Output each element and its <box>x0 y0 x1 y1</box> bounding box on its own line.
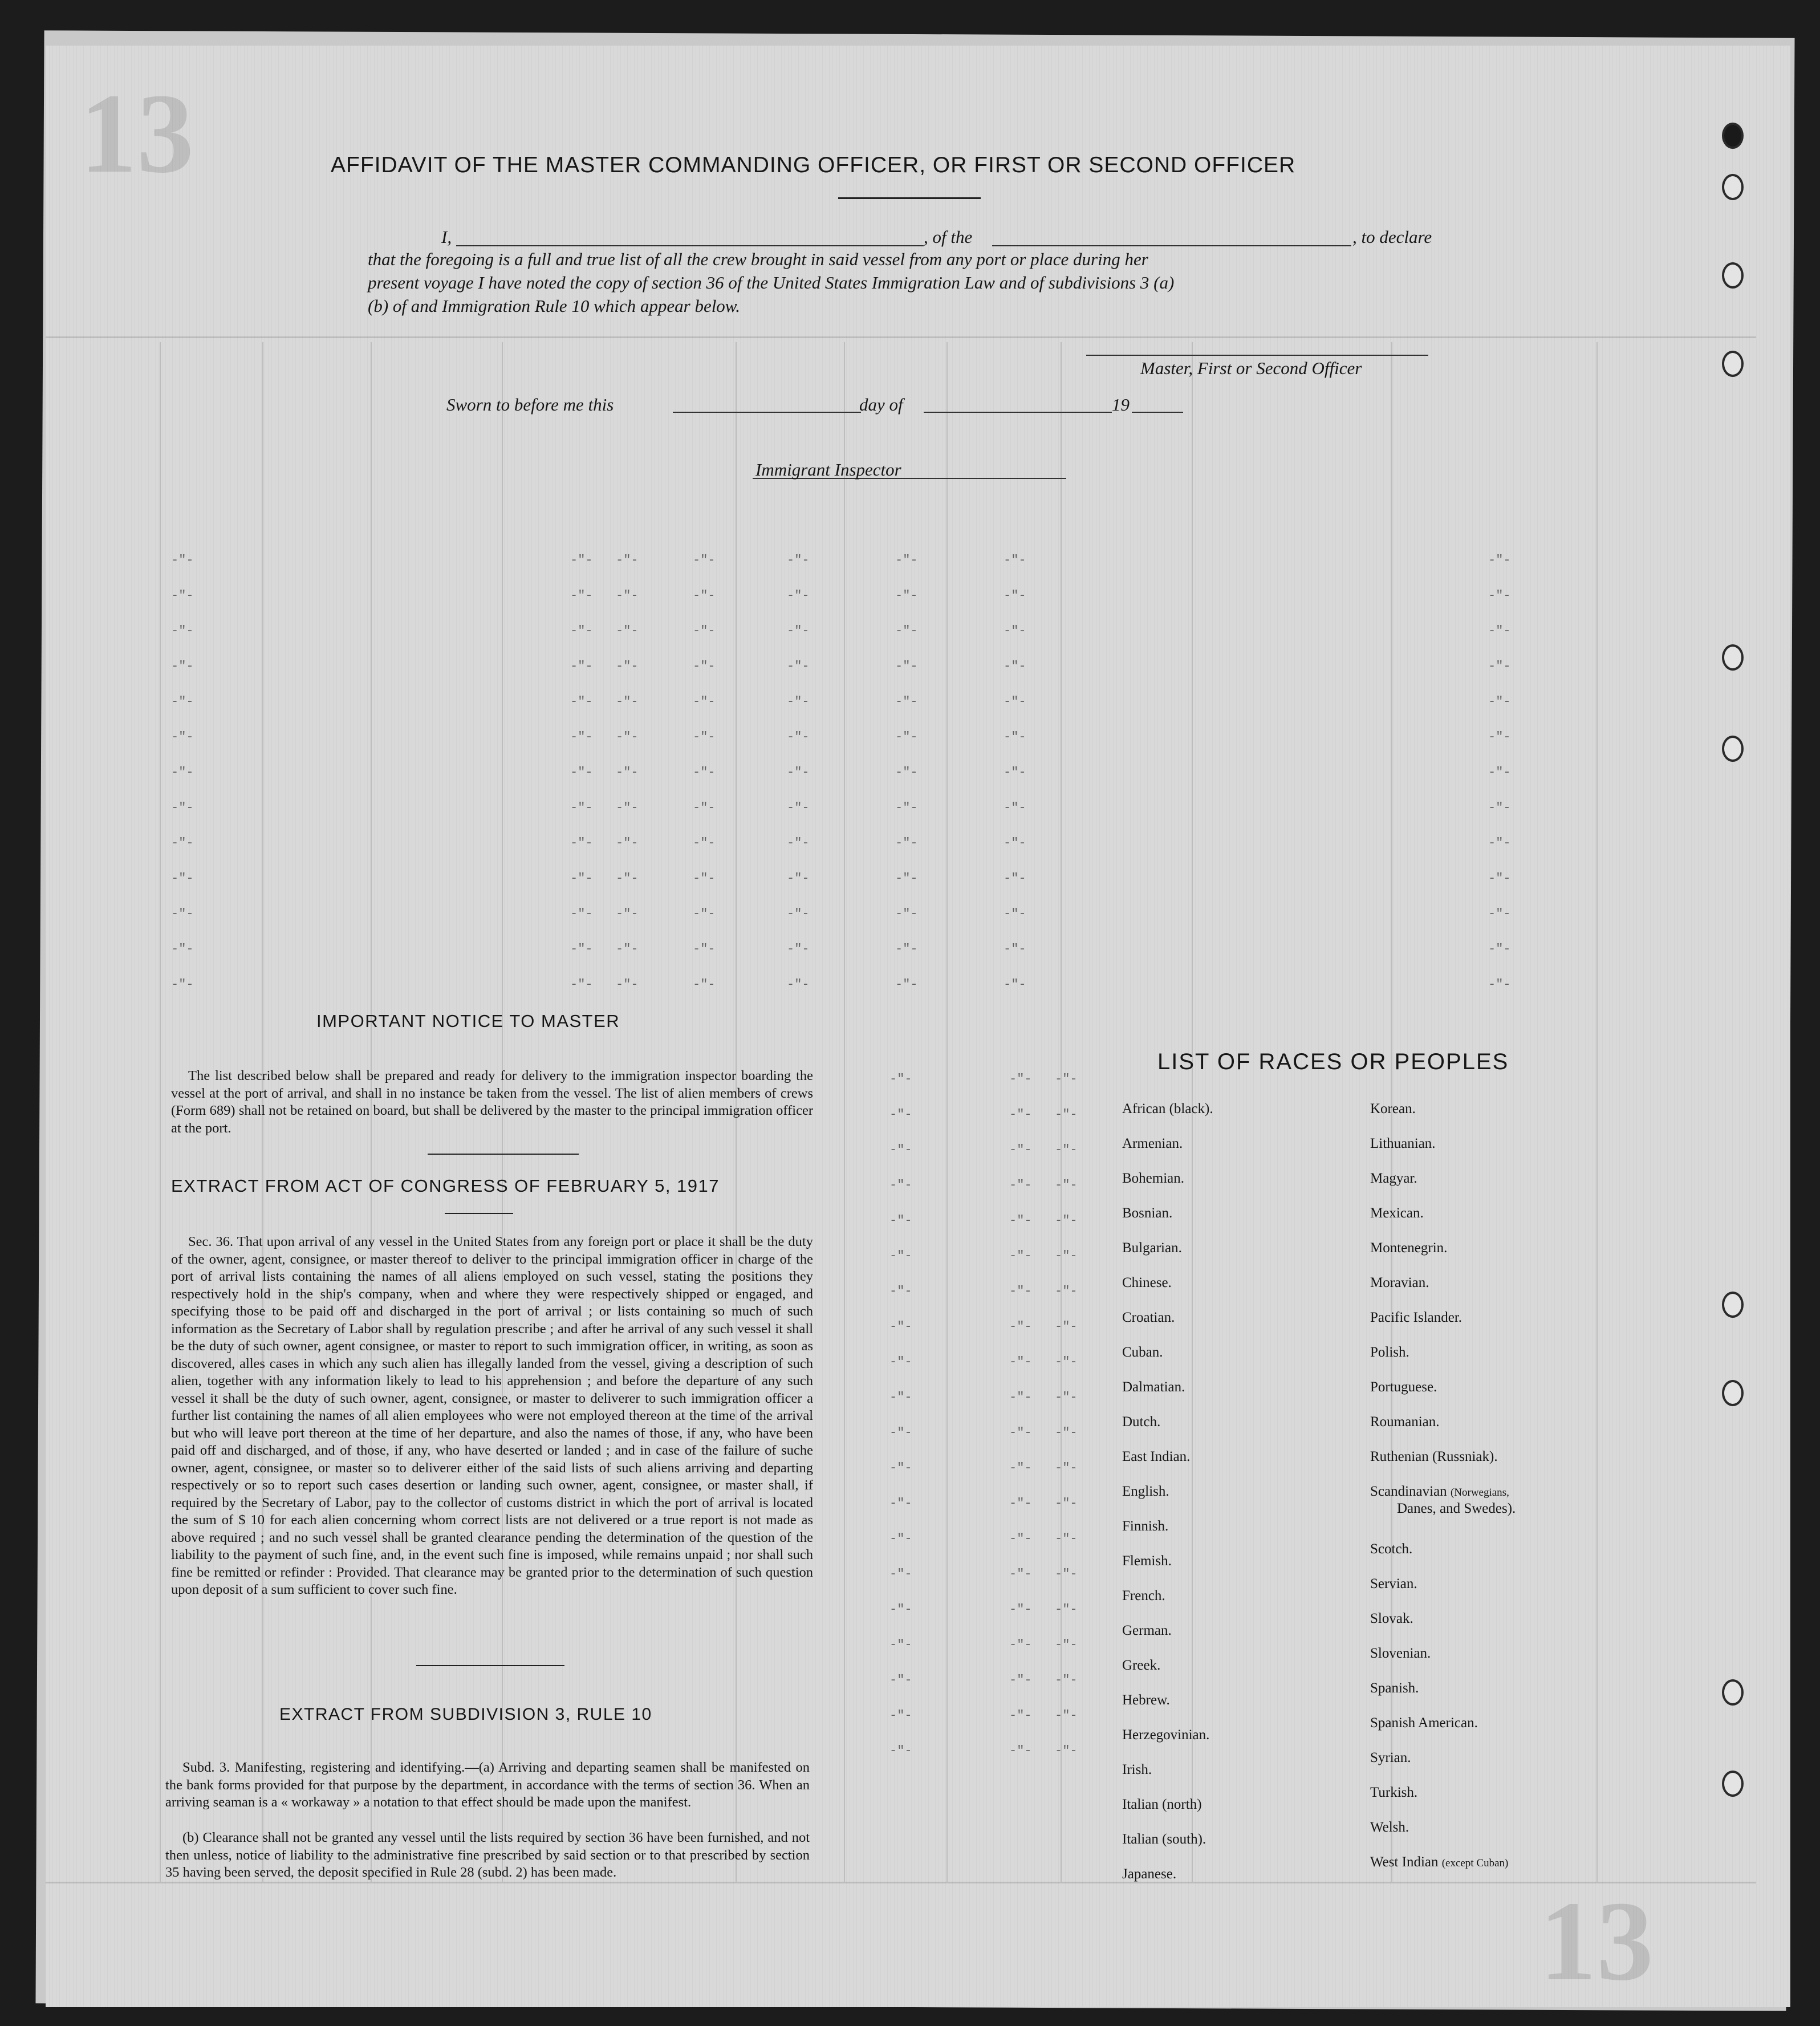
vessel-name-line[interactable] <box>992 245 1351 246</box>
ditto-mark: -"- <box>1055 1143 1078 1157</box>
punch-hole <box>1722 123 1744 149</box>
ditto-mark: -"- <box>889 1178 912 1192</box>
title-underline <box>838 197 981 199</box>
ditto-mark: -"- <box>570 977 593 992</box>
ditto-mark: -"- <box>616 730 639 744</box>
ditto-mark: -"- <box>787 907 810 921</box>
ditto-mark: -"- <box>1055 1390 1078 1404</box>
race-item: Japanese. <box>1122 1866 1177 1882</box>
ditto-mark: -"- <box>570 695 593 709</box>
race-item: Portuguese. <box>1370 1379 1437 1395</box>
ditto-mark: -"- <box>1004 836 1026 850</box>
ditto-mark: -"- <box>570 871 593 886</box>
ditto-mark: -"- <box>889 1107 912 1122</box>
ditto-mark: -"- <box>889 1602 912 1617</box>
ditto-mark: -"- <box>895 977 918 992</box>
ditto-mark: -"- <box>693 588 716 603</box>
ditto-mark: -"- <box>570 907 593 921</box>
ditto-mark: -"- <box>1009 1602 1032 1617</box>
ditto-mark: -"- <box>895 871 918 886</box>
race-item: English. <box>1122 1484 1169 1499</box>
punch-hole <box>1722 174 1744 200</box>
ditto-mark: -"- <box>1009 1426 1032 1440</box>
ditto-mark: -"- <box>1055 1072 1078 1086</box>
ditto-mark: -"- <box>1009 1178 1032 1192</box>
race-item: East Indian. <box>1122 1449 1191 1464</box>
ditto-mark: -"- <box>171 553 194 567</box>
ditto-mark: -"- <box>570 730 593 744</box>
ditto-mark: -"- <box>616 553 639 567</box>
ditto-mark: -"- <box>171 907 194 921</box>
ditto-mark: -"- <box>895 553 918 567</box>
ditto-mark: -"- <box>1055 1213 1078 1228</box>
ditto-mark: -"- <box>787 588 810 603</box>
race-item-west-indian <box>1370 1854 1508 1870</box>
ditto-mark: -"- <box>889 1072 912 1086</box>
ditto-mark: -"- <box>171 942 194 956</box>
ditto-mark: -"- <box>1004 553 1026 567</box>
ditto-mark: -"- <box>787 836 810 850</box>
ditto-mark: -"- <box>1488 588 1511 603</box>
ditto-mark: -"- <box>787 765 810 779</box>
race-item: Montenegrin. <box>1370 1240 1448 1256</box>
ditto-mark: -"- <box>171 659 194 673</box>
ghost-sheet-number: 13 <box>80 71 194 197</box>
ditto-mark: -"- <box>895 695 918 709</box>
ditto-mark: -"- <box>570 765 593 779</box>
ditto-mark: -"- <box>1055 1319 1078 1334</box>
ghost-table-rule <box>46 336 1756 338</box>
ditto-mark: -"- <box>787 659 810 673</box>
ditto-mark: -"- <box>889 1143 912 1157</box>
signature-line[interactable] <box>1086 355 1428 356</box>
ditto-mark: -"- <box>570 624 593 638</box>
race-item: Hebrew. <box>1122 1692 1170 1708</box>
punch-hole <box>1722 351 1744 377</box>
ditto-mark: -"- <box>1055 1602 1078 1617</box>
race-item: Armenian. <box>1122 1136 1183 1151</box>
race-item: African (black). <box>1122 1101 1213 1116</box>
ditto-mark: -"- <box>570 659 593 673</box>
ditto-mark: -"- <box>1055 1355 1078 1369</box>
affidavit-title: AFFIDAVIT OF THE MASTER COMMANDING OFFICER, OR FIRST OR SECOND OFFICER <box>331 153 1296 177</box>
race-item-note: (except Cuban) <box>1441 1857 1509 1869</box>
race-item: Dutch. <box>1122 1414 1161 1430</box>
act-heading: EXTRACT FROM ACT OF CONGRESS OF FEBRUARY 5, 1917 <box>171 1176 720 1196</box>
race-item: Croatian. <box>1122 1310 1175 1325</box>
ditto-mark: -"- <box>1004 942 1026 956</box>
ghost-column-rule <box>1596 342 1598 1882</box>
ditto-mark: -"- <box>1009 1567 1032 1581</box>
race-item-label: Scandinavian <box>1370 1484 1447 1499</box>
race-item-continuation: Danes, and Swedes). <box>1397 1501 1516 1516</box>
race-item: Finnish. <box>1122 1519 1169 1534</box>
ditto-mark: -"- <box>1055 1496 1078 1511</box>
ditto-mark: -"- <box>1055 1673 1078 1687</box>
ditto-mark: -"- <box>570 942 593 956</box>
ditto-mark: -"- <box>889 1249 912 1263</box>
ditto-mark: -"- <box>171 801 194 815</box>
ditto-mark: -"- <box>171 765 194 779</box>
ditto-mark: -"- <box>171 977 194 992</box>
ditto-mark: -"- <box>1009 1708 1032 1723</box>
ditto-mark: -"- <box>895 624 918 638</box>
sworn-year-line[interactable] <box>1132 412 1183 413</box>
ditto-mark: -"- <box>1004 871 1026 886</box>
ditto-mark: -"- <box>1004 624 1026 638</box>
ditto-mark: -"- <box>787 624 810 638</box>
ditto-mark: -"- <box>693 801 716 815</box>
ditto-mark: -"- <box>171 730 194 744</box>
ditto-mark: -"- <box>1488 695 1511 709</box>
ditto-mark: -"- <box>693 977 716 992</box>
notice-text: The list described below shall be prepared and ready for delivery to the immigration inspector boarding the vessel at the port of arrival, and shall in no instance be taken from the vessel. The list of alien members of crews (Form 689) shall not be retained on board, but shall be delivered by the master to the principal immigration officer at the port. <box>171 1068 813 1136</box>
ditto-mark: -"- <box>889 1567 912 1581</box>
notice-heading: IMPORTANT NOTICE TO MASTER <box>316 1011 620 1031</box>
affidavit-declare-label: , to declare <box>1352 227 1432 247</box>
race-item-scandinavian <box>1370 1484 1509 1500</box>
ditto-mark: -"- <box>1055 1532 1078 1546</box>
race-item-note: (Norwegians, <box>1450 1487 1509 1499</box>
ditto-mark: -"- <box>1055 1178 1078 1192</box>
ditto-mark: -"- <box>1055 1638 1078 1652</box>
race-item: Greek. <box>1122 1658 1161 1673</box>
race-item: Dalmatian. <box>1122 1379 1185 1395</box>
ditto-mark: -"- <box>616 836 639 850</box>
ditto-mark: -"- <box>889 1461 912 1475</box>
sworn-label: Sworn to before me this <box>446 395 614 415</box>
ditto-mark: -"- <box>1488 553 1511 567</box>
ditto-mark: -"- <box>693 907 716 921</box>
race-item: Mexican. <box>1370 1205 1424 1221</box>
race-item: Moravian. <box>1370 1275 1429 1290</box>
race-item: Lithuanian. <box>1370 1136 1436 1151</box>
inspector-label: Immigrant Inspector <box>755 460 901 480</box>
ditto-mark: -"- <box>616 659 639 673</box>
ditto-mark: -"- <box>1009 1249 1032 1263</box>
affidavit-of-the-label: , of the <box>924 227 973 247</box>
race-item: German. <box>1122 1623 1172 1638</box>
rule-heading: EXTRACT FROM SUBDIVISION 3, RULE 10 <box>279 1705 652 1724</box>
affidavit-line-2: that the foregoing is a full and true list of all the crew brought in said vessel from any port or place during her <box>368 249 1148 269</box>
ditto-mark: -"- <box>1055 1461 1078 1475</box>
ditto-mark: -"- <box>1055 1284 1078 1298</box>
ditto-mark: -"- <box>171 588 194 603</box>
ditto-mark: -"- <box>1009 1355 1032 1369</box>
ditto-mark: -"- <box>787 977 810 992</box>
race-item: Italian (south). <box>1122 1832 1206 1847</box>
race-item: French. <box>1122 1588 1165 1603</box>
ditto-mark: -"- <box>1488 659 1511 673</box>
ditto-mark: -"- <box>895 765 918 779</box>
race-item: Flemish. <box>1122 1553 1172 1569</box>
race-item: Turkish. <box>1370 1785 1418 1800</box>
ditto-mark: -"- <box>1055 1426 1078 1440</box>
ditto-mark: -"- <box>570 588 593 603</box>
punch-hole <box>1722 644 1744 671</box>
day-of-label: day of <box>859 395 903 415</box>
races-heading: LIST OF RACES OR PEOPLES <box>1157 1049 1509 1074</box>
ditto-mark: -"- <box>889 1390 912 1404</box>
ditto-mark: -"- <box>1055 1249 1078 1263</box>
ditto-mark: -"- <box>889 1532 912 1546</box>
ghost-table-rule <box>46 1882 1756 1883</box>
race-item: Magyar. <box>1370 1171 1417 1186</box>
year-label: 19 <box>1112 395 1130 415</box>
rule-text-b: (b) Clearance shall not be granted any vessel until the lists required by section 36 have been furnished, and not then unless, notice of liability to the administrative fine prescribed by said section or to that prescribed by section 35 having been served, the deposit specified in Rule 28 (subd. 2) has been made. <box>165 1830 810 1880</box>
ditto-mark: -"- <box>1488 836 1511 850</box>
ditto-mark: -"- <box>889 1496 912 1511</box>
ditto-mark: -"- <box>616 695 639 709</box>
race-item: Spanish. <box>1370 1680 1419 1696</box>
race-item: Pacific Islander. <box>1370 1310 1462 1325</box>
race-item: Roumanian. <box>1370 1414 1440 1430</box>
race-item: Ruthenian (Russniak). <box>1370 1449 1498 1464</box>
race-item: Cuban. <box>1122 1345 1163 1360</box>
race-item: Polish. <box>1370 1345 1409 1360</box>
affidavit-i-label: I, <box>441 227 452 247</box>
punch-hole <box>1722 262 1744 289</box>
ditto-mark: -"- <box>889 1355 912 1369</box>
ditto-mark: -"- <box>895 907 918 921</box>
ditto-mark: -"- <box>693 624 716 638</box>
race-item: Herzegovinian. <box>1122 1727 1210 1743</box>
race-item: Slovak. <box>1370 1611 1413 1626</box>
ditto-mark: -"- <box>1055 1567 1078 1581</box>
race-item: Korean. <box>1370 1101 1416 1116</box>
race-item: Welsh. <box>1370 1820 1409 1835</box>
ditto-mark: -"- <box>1055 1708 1078 1723</box>
ditto-mark: -"- <box>1004 695 1026 709</box>
sworn-day-line[interactable] <box>673 412 861 413</box>
ditto-mark: -"- <box>889 1284 912 1298</box>
punch-hole <box>1722 736 1744 762</box>
race-item: Bohemian. <box>1122 1171 1185 1186</box>
race-item: Bosnian. <box>1122 1205 1173 1221</box>
ditto-mark: -"- <box>171 695 194 709</box>
ditto-mark: -"- <box>895 659 918 673</box>
race-item: Syrian. <box>1370 1750 1411 1765</box>
ditto-mark: -"- <box>616 765 639 779</box>
race-item: Italian (north) <box>1122 1797 1202 1812</box>
ditto-mark: -"- <box>1488 765 1511 779</box>
ditto-mark: -"- <box>1004 730 1026 744</box>
ditto-mark: -"- <box>616 624 639 638</box>
ditto-mark: -"- <box>1055 1744 1078 1758</box>
ditto-mark: -"- <box>1009 1213 1032 1228</box>
ditto-mark: -"- <box>616 907 639 921</box>
ditto-mark: -"- <box>1488 730 1511 744</box>
ditto-mark: -"- <box>889 1744 912 1758</box>
ditto-mark: -"- <box>693 942 716 956</box>
ditto-mark: -"- <box>570 553 593 567</box>
ditto-mark: -"- <box>1488 977 1511 992</box>
ditto-mark: -"- <box>1009 1532 1032 1546</box>
race-item: Servian. <box>1370 1576 1417 1591</box>
ditto-mark: -"- <box>1009 1107 1032 1122</box>
ditto-mark: -"- <box>889 1213 912 1228</box>
rule-text-a: Subd. 3. Manifesting, registering and identifying.—(a) Arriving and departing seamen shall be manifested on the bank forms provided for that purpose by the department, in accordance with the terms of section 36. When an arriving seaman is a « workaway » a notation to that effect should be made upon the manifest. <box>165 1760 810 1810</box>
ditto-mark: -"- <box>693 871 716 886</box>
ditto-mark: -"- <box>570 836 593 850</box>
ditto-mark: -"- <box>616 801 639 815</box>
ditto-mark: -"- <box>889 1708 912 1723</box>
ditto-mark: -"- <box>895 836 918 850</box>
ditto-mark: -"- <box>693 695 716 709</box>
ditto-mark: -"- <box>171 836 194 850</box>
race-item: Bulgarian. <box>1122 1240 1182 1256</box>
ditto-mark: -"- <box>1009 1673 1032 1687</box>
ditto-mark: -"- <box>1009 1496 1032 1511</box>
ditto-mark: -"- <box>787 730 810 744</box>
act-divider <box>445 1213 513 1214</box>
ditto-mark: -"- <box>693 836 716 850</box>
ditto-mark: -"- <box>616 871 639 886</box>
ditto-mark: -"- <box>1009 1072 1032 1086</box>
ditto-mark: -"- <box>1009 1390 1032 1404</box>
ditto-mark: -"- <box>895 801 918 815</box>
ditto-mark: -"- <box>889 1638 912 1652</box>
affidavit-line-3: present voyage I have noted the copy of section 36 of the United States Immigration Law and of subdivisions 3 (a) <box>368 273 1175 293</box>
ghost-column-rule <box>160 342 161 1882</box>
race-item: Spanish American. <box>1370 1715 1478 1731</box>
ghost-column-rule <box>844 342 845 1882</box>
ghost-column-rule <box>946 342 948 1882</box>
ditto-mark: -"- <box>693 730 716 744</box>
ditto-mark: -"- <box>787 942 810 956</box>
ditto-mark: -"- <box>1009 1143 1032 1157</box>
ditto-mark: -"- <box>895 588 918 603</box>
officer-name-line[interactable] <box>456 245 924 246</box>
ghost-sheet-number: 13 <box>1539 1878 1654 2004</box>
ditto-mark: -"- <box>1009 1319 1032 1334</box>
act-text: Sec. 36. That upon arrival of any vessel in the United States from any foreign port or place it shall be the duty of the owner, agent, consignee, or master thereof to deliver to the principal immigration officer in charge of the port of arrival lists containing the names of all aliens employed on such vessel, stating the positions they respectively hold in the ship's company, when and where they were respectively shipped or engaged, and specifying those to be paid off and discharged in the port of arrival ; or lists containing so much of such information as the Secretary of Labor shall by regulation prescribe ; and after he arrival of any such vessel it shall be the duty of such owner, agent consignee, or master to report to such immigration officer, in writing, as soon as discovered, alles cases in which any such alien has illegally landed from the vessel, giving a description of such alien, together with any information likely to lead to his apprehension ; and before the departure of any such vessel it shall be the duty of such owner, agent, consignee, or master to deliverer to such immigration officer a further list containing the names of all alien employees who were not employed thereon at the time of the arrival but who will leave port thereon at the time of her departure, and also the names of those, if any, who have been paid off and discharged, and of those, if any, who have deserted or landed ; and in case of the failure of suche owner, agent, consignee, or master so to deliverer either of the said lists of such aliens arriving and departing respectively or so to report such cases desertion or landing such owner, agent, consignee, or master shall, if required by the Secretary of Labor, pay to the collector of customs district in which the port of arrival is located the sum of $ 10 for each alien concerning whom correct lists are not delivered or a true report is not made as above required ; and no such vessel shall be granted clearance pending the determination of the question of the liability to the payment of such fine, and, in the event such fine is imposed, while remains unpaid ; nor shall such fine be remitted or refinder : Provided. That clearance may be granted prior to the determination of such question upon deposit of a sum sufficient to cover such fine. <box>171 1234 813 1597</box>
ditto-mark: -"- <box>787 871 810 886</box>
ditto-mark: -"- <box>1009 1461 1032 1475</box>
ditto-mark: -"- <box>889 1673 912 1687</box>
ditto-mark: -"- <box>895 942 918 956</box>
ditto-mark: -"- <box>570 801 593 815</box>
notice-divider <box>428 1154 579 1155</box>
ditto-mark: -"- <box>1004 765 1026 779</box>
ditto-mark: -"- <box>787 553 810 567</box>
signature-label: Master, First or Second Officer <box>1140 358 1362 378</box>
punch-hole <box>1722 1679 1744 1706</box>
ditto-mark: -"- <box>1055 1107 1078 1122</box>
ditto-mark: -"- <box>1488 942 1511 956</box>
punch-hole <box>1722 1771 1744 1797</box>
sworn-month-line[interactable] <box>924 412 1112 413</box>
ditto-mark: -"- <box>171 871 194 886</box>
ditto-mark: -"- <box>171 624 194 638</box>
ditto-mark: -"- <box>1004 801 1026 815</box>
ditto-mark: -"- <box>895 730 918 744</box>
punch-hole <box>1722 1292 1744 1318</box>
ditto-mark: -"- <box>1488 871 1511 886</box>
race-item: Chinese. <box>1122 1275 1172 1290</box>
act-end-divider <box>416 1665 564 1666</box>
ditto-mark: -"- <box>1009 1284 1032 1298</box>
race-item-label: West Indian <box>1370 1854 1439 1870</box>
ditto-mark: -"- <box>1009 1744 1032 1758</box>
punch-hole <box>1722 1380 1744 1406</box>
ditto-mark: -"- <box>787 695 810 709</box>
ditto-mark: -"- <box>889 1319 912 1334</box>
ditto-mark: -"- <box>616 588 639 603</box>
ditto-mark: -"- <box>693 553 716 567</box>
ditto-mark: -"- <box>787 801 810 815</box>
ditto-mark: -"- <box>1488 907 1511 921</box>
ditto-mark: -"- <box>889 1426 912 1440</box>
ditto-mark: -"- <box>616 942 639 956</box>
ditto-mark: -"- <box>1009 1638 1032 1652</box>
ditto-mark: -"- <box>1004 659 1026 673</box>
ditto-mark: -"- <box>1488 801 1511 815</box>
race-item: Slovenian. <box>1370 1646 1431 1661</box>
race-item: Irish. <box>1122 1762 1152 1777</box>
ditto-mark: -"- <box>693 659 716 673</box>
ditto-mark: -"- <box>1004 977 1026 992</box>
race-item: Scotch. <box>1370 1541 1413 1557</box>
ditto-mark: -"- <box>1004 588 1026 603</box>
affidavit-line-4: (b) of and Immigration Rule 10 which appear below. <box>368 296 740 316</box>
ditto-mark: -"- <box>616 977 639 992</box>
ditto-mark: -"- <box>1004 907 1026 921</box>
ditto-mark: -"- <box>693 765 716 779</box>
ditto-mark: -"- <box>1488 624 1511 638</box>
